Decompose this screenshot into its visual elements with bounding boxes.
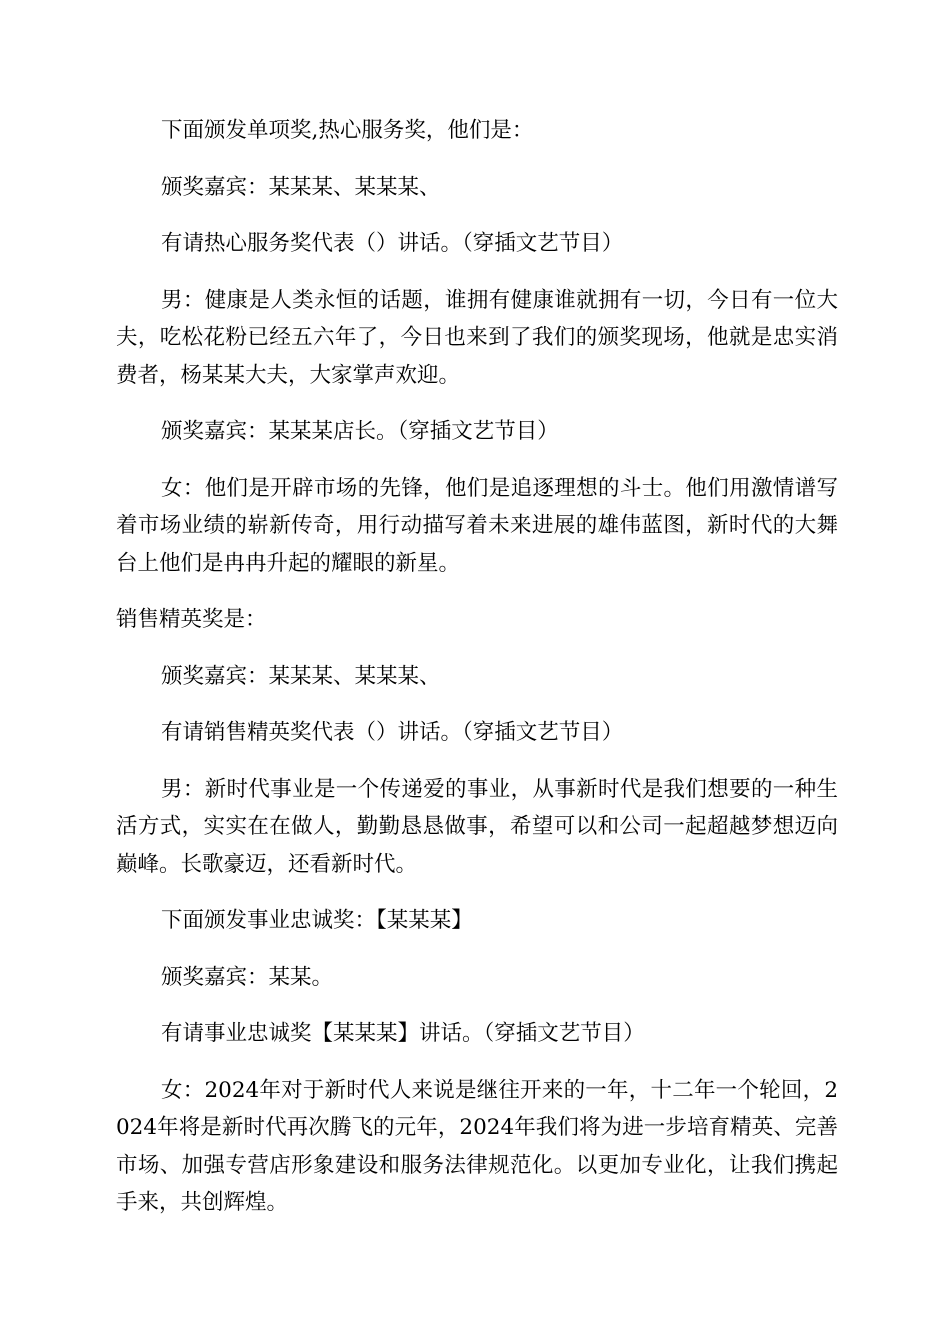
paragraph: 有请事业忠诚奖【某某某】讲话。（穿插文艺节目） xyxy=(161,1021,645,1046)
paragraph: 销售精英奖是： xyxy=(116,607,267,632)
paragraph: 下面颁发事业忠诚奖：【某某某】 xyxy=(161,908,473,933)
paragraph: 颁奖嘉宾：某某某、某某某、 xyxy=(161,174,441,200)
paragraph: 下面颁发单项奖,热心服务奖，他们是： xyxy=(161,118,534,143)
paragraph: 颁奖嘉宾：某某某店长。（穿插文艺节目） xyxy=(161,419,559,444)
paragraph: 男：健康是人类永恒的话题，谁拥有健康谁就拥有一切，今日有一位大夫，吃松花粉已经五六年了，今日也来到了我们的颁奖现场，他就是忠实消费者，杨某某大夫，大家掌声欢迎。 xyxy=(116,287,838,388)
paragraph: 女：他们是开辟市场的先锋，他们是追逐理想的斗士。他们用激情谱写着市场业绩的崭新传奇，用行动描写着未来进展的雄伟蓝图，新时代的大舞台上他们是冉冉升起的耀眼的新星。 xyxy=(116,475,838,576)
paragraph: 男：新时代事业是一个传递爱的事业，从事新时代是我们想要的一种生活方式，实实在在做人，勤勤恳恳做事，希望可以和公司一起超越梦想迈向巅峰。长歌豪迈，还看新时代。 xyxy=(116,776,838,877)
paragraph: 女：2024年对于新时代人来说是继往开来的一年，十二年一个轮回，2024年将是新时代再次腾飞的元年，2024年我们将为进一步培育精英、完善市场、加强专营店形象建设和服务法律规范化。以更加专业化，让我们携起手来，共创辉煌。 xyxy=(116,1077,838,1215)
paragraph: 有请热心服务奖代表（）讲话。（穿插文艺节目） xyxy=(161,231,624,256)
paragraph: 颁奖嘉宾：某某。 xyxy=(161,964,334,990)
paragraph: 颁奖嘉宾：某某某、某某某、 xyxy=(161,663,441,689)
paragraph: 有请销售精英奖代表（）讲话。（穿插文艺节目） xyxy=(161,720,624,745)
